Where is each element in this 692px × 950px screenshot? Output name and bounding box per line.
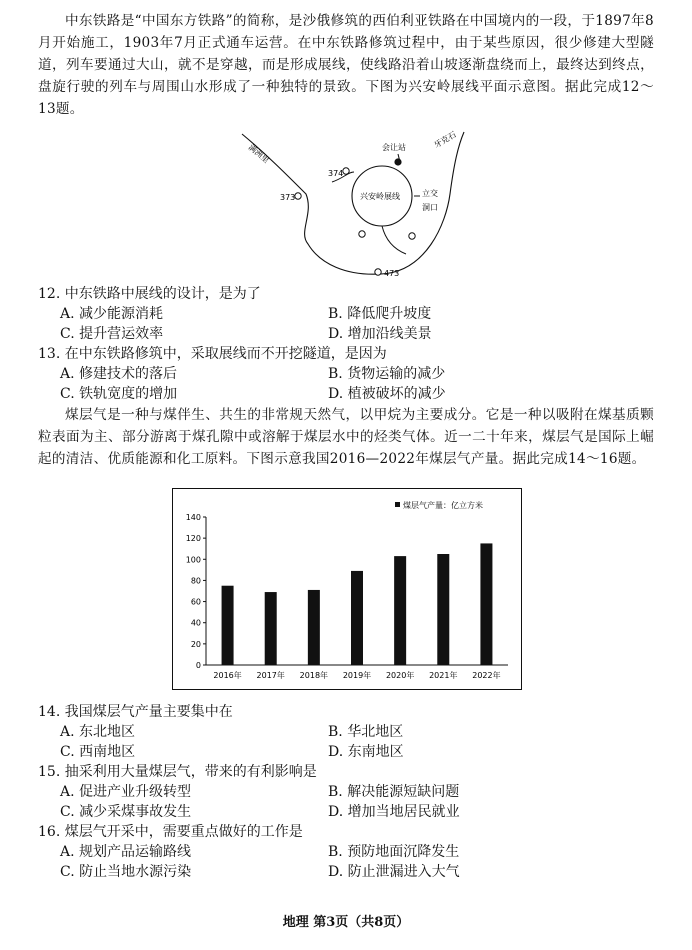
q12-option-b[interactable]: B. 降低爬升坡度 [328,306,432,322]
bar-2019年 [351,571,363,665]
label-tunnel-2: 洞口 [422,203,438,212]
station-inner-left [359,231,365,237]
q16-option-a[interactable]: A. 规划产品运输路线 [60,844,192,860]
y-tick-label: 120 [185,534,201,544]
label-elev-473: 473 [384,269,400,278]
label-elev-374: 374 [328,169,344,178]
y-tick-label: 80 [190,576,201,586]
label-passing-station: 会让站 [382,143,406,152]
bar-2022年 [480,543,492,665]
bar-2021年 [437,554,449,665]
q15-options [60,782,620,822]
q15-option-b[interactable]: B. 解决能源短缺问题 [328,784,460,800]
q14-options [60,722,620,762]
q14-option-b[interactable]: B. 华北地区 [328,724,404,740]
legend-swatch [395,502,400,507]
xinganling-spiral-map [236,124,476,284]
q13-option-b[interactable]: B. 货物运输的减少 [328,366,446,382]
question-16: 16. 煤层气开采中，需要重点做好的工作是 [38,824,303,840]
bar-2020年 [394,556,406,665]
x-tick-label: 2018年 [299,671,329,680]
label-yakeshi: 牙克石 [432,129,458,150]
bar-2017年 [265,592,277,665]
q13-option-d[interactable]: D. 植被破坏的减少 [328,386,446,402]
y-tick-label: 40 [190,618,201,628]
q13-option-c[interactable]: C. 铁轨宽度的增加 [60,386,178,402]
x-tick-label: 2022年 [472,671,501,680]
q12-options [60,304,620,344]
label-manzhouli: 满洲里 [246,142,271,165]
station-473 [375,269,381,275]
legend-label: 煤层气产量：亿立方米 [403,501,483,510]
station-374 [343,168,349,174]
x-tick-label: 2021年 [429,671,458,680]
x-tick-label: 2020年 [385,671,415,680]
page-footer: 地理 第3页（共8页） [282,915,410,930]
y-tick-label: 140 [185,513,201,522]
question-13: 13. 在中东铁路修筑中，采取展线而不开挖隧道，是因为 [38,346,387,362]
label-tunnel-1: 立交 [422,189,438,198]
q15-option-a[interactable]: A. 促进产业升级转型 [60,784,192,800]
q16-option-b[interactable]: B. 预防地面沉降发生 [328,844,460,860]
q13-options [60,364,620,404]
label-spiral: 兴安岭展线 [360,192,400,201]
station-inner-right [409,233,415,239]
x-tick-label: 2017年 [256,671,285,680]
q12-option-a[interactable]: A. 减少能源消耗 [60,306,164,322]
x-tick-label: 2019年 [342,671,372,680]
q16-option-d[interactable]: D. 防止泄漏进入大气 [328,864,460,880]
q16-options [60,842,620,882]
q13-option-a[interactable]: A. 修建技术的落后 [60,366,178,382]
bar-2016年 [222,586,234,665]
q14-option-d[interactable]: D. 东南地区 [328,744,404,760]
q16-option-c[interactable]: C. 防止当地水源污染 [60,864,192,880]
bar-2018年 [308,590,320,665]
x-tick-label: 2016年 [213,671,242,680]
y-tick-label: 20 [190,639,201,649]
question-14: 14. 我国煤层气产量主要集中在 [38,704,233,720]
y-tick-label: 100 [185,555,201,565]
coalbed-methane-chart [172,488,522,690]
question-15: 15. 抽采利用大量煤层气，带来的有利影响是 [38,764,317,780]
q14-option-c[interactable]: C. 西南地区 [60,744,136,760]
question-12: 12. 中东铁路中展线的设计，是为了 [38,286,261,302]
passage-coalbed-methane: 煤层气是一种与煤伴生、共生的非常规天然气，以甲烷为主要成分。它是一种以吸附在煤基质颗粒表面为主、部分游离于煤孔隙中或溶解于煤层水中的烃类气体。近一二十年来，煤层气是国际上崛起的清洁、优质能源和化工原料。下图示意我国2016—2022年煤层气产量。据此完成14～16题。 [38,407,654,467]
passage-railway: 中东铁路是“中国东方铁路”的简称，是沙俄修筑的西伯利亚铁路在中国境内的一段，于1897年8月开始施工，1903年7月正式通车运营。在中东铁路修筑过程中，由于某些原因，很少修建大型隧道，列车要通过大山，就不是穿越，而是形成展线，使线路沿着山坡逐渐盘绕而上，最终达到终点，盘旋行驶的列车与周围山水形成了一种独特的景致。下图为兴安岭展线平面示意图。据此完成12～13题。 [38,13,654,117]
label-elev-373: 373 [280,193,296,202]
q12-option-d[interactable]: D. 增加沿线美景 [328,326,432,342]
q14-option-a[interactable]: A. 东北地区 [60,724,136,740]
y-tick-label: 0 [195,661,201,670]
y-tick-label: 60 [190,597,201,607]
q15-option-d[interactable]: D. 增加当地居民就业 [328,804,460,820]
q15-option-c[interactable]: C. 减少采煤事故发生 [60,804,192,820]
station-373 [295,193,301,199]
passing-station-icon [394,158,401,165]
q12-option-c[interactable]: C. 提升营运效率 [60,326,164,342]
